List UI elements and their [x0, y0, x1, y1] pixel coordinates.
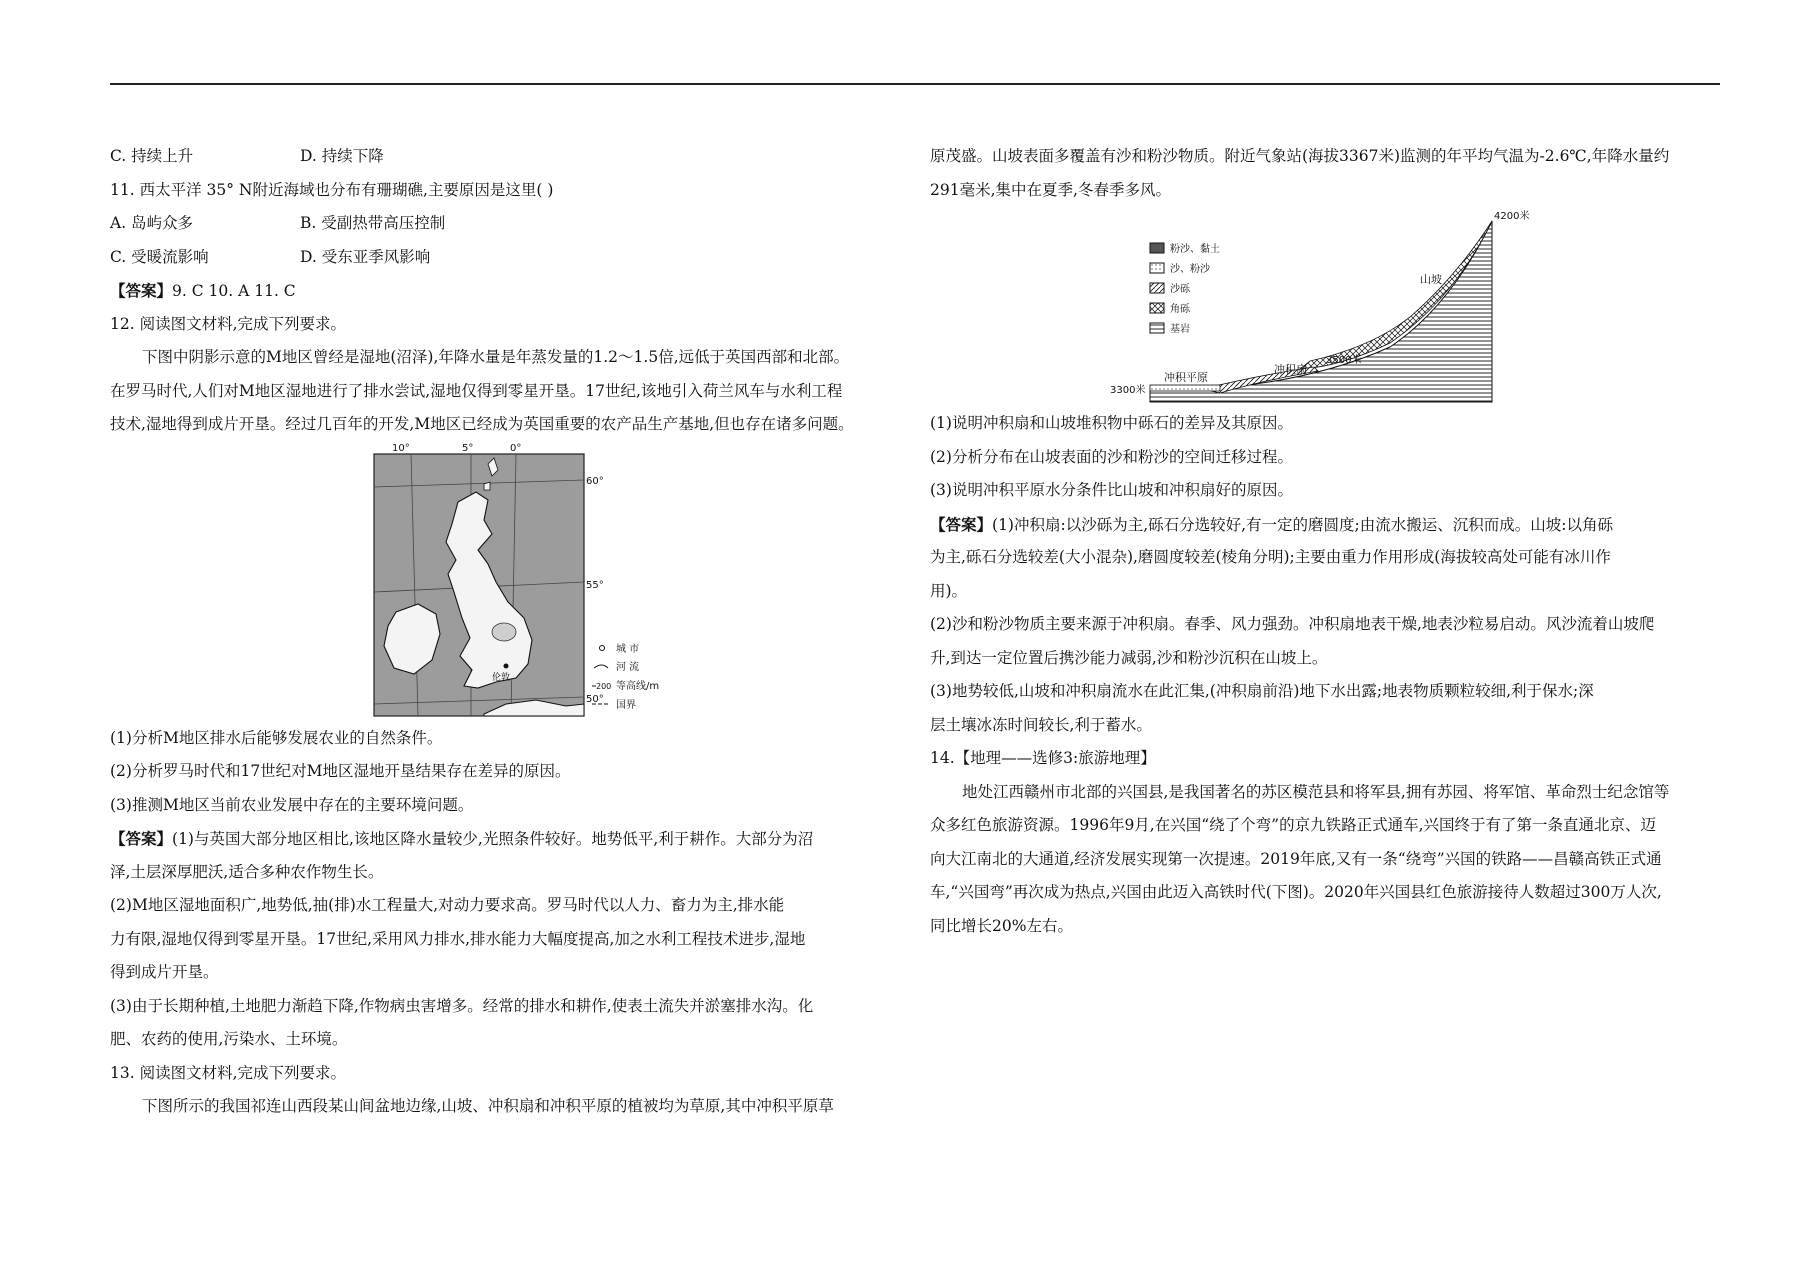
left-column	[110, 140, 910, 1124]
q13-paragraph-line: 291毫米,集中在夏季,冬春季多风。	[930, 180, 1171, 199]
q11-option-b: B. 受副热带高压控制	[300, 214, 446, 232]
q11-options-row-2	[110, 241, 910, 275]
answer-label: 【答案】	[110, 281, 173, 300]
q12-paragraph-line: 在罗马时代,人们对M地区湿地进行了排水尝试,湿地仅得到零星开垦。17世纪,该地引入荷兰风车与水利工程	[110, 381, 843, 400]
slope-label: 山坡	[1420, 273, 1442, 286]
q14-paragraph-line: 地处江西赣州市北部的兴国县,是我国著名的苏区模范县和将军县,拥有苏园、将军馆、革命烈士纪念馆等	[962, 782, 1670, 801]
q13-question: (3)说明冲积平原水分条件比山坡和冲积扇好的原因。	[930, 481, 1293, 499]
map-city-label: 伦敦	[492, 672, 511, 683]
q12-stem: 12. 阅读图文材料,完成下列要求。	[110, 314, 347, 333]
map-lat-label: 50°	[586, 693, 604, 705]
q12-question: (2)分析罗马时代和17世纪对M地区湿地开垦结果存在差异的原因。	[110, 762, 571, 780]
q12-paragraph-line: 技术,湿地得到成片开垦。经过几百年的开发,M地区已经成为英国重要的农产品生产基地,但也存在诸多问题。	[110, 415, 854, 433]
q11-option-a: A. 岛屿众多	[110, 214, 194, 232]
slope-elev-base: 3300米	[1110, 385, 1146, 396]
q14-paragraph-line: 向大江南北的大通道,经济发展实现第一次提速。2019年底,又有一条“绕弯”兴国的铁路——昌赣高铁正式通	[930, 849, 1662, 868]
answer-13-line: 升,到达一定位置后携沙能力减弱,沙和粉沙沉积在山坡上。	[930, 648, 1328, 667]
header-rule	[110, 83, 1720, 85]
q12-question: (1)分析M地区排水后能够发展农业的自然条件。	[110, 728, 443, 747]
answer-9-11	[110, 274, 910, 308]
q11-options-row-1	[110, 207, 910, 241]
slope-elev-mid: 3500米	[1326, 355, 1362, 366]
map-legend-contour-value: 200	[596, 681, 612, 691]
answer-13-line: (2)沙和粉沙物质主要来源于冲积扇。春季、风力强劲。冲积扇地表干燥,地表沙粒易启动。风沙流着山坡爬	[930, 615, 1655, 633]
answer-12-text: (1)与英国大部分地区相比,该地区降水量较少,光照条件较好。地势低平,利于耕作。大部分为沼	[172, 830, 814, 848]
map-legend-contour: 等高线/m	[616, 680, 660, 692]
q14-paragraph-line: 同比增长20%左右。	[930, 916, 1073, 935]
map-legend-river: 河 流	[616, 661, 640, 673]
q13-question: (1)说明冲积扇和山坡堆积物中砾石的差异及其原因。	[930, 414, 1293, 432]
map-lat-label: 55°	[586, 579, 604, 591]
answer-13-line	[930, 508, 1720, 542]
map-lon-label: 5°	[462, 442, 474, 454]
q14-paragraph-line: 众多红色旅游资源。1996年9月,在兴国“绕了个弯”的京九铁路正式通车,兴国终于有了第一条直通北京、迈	[930, 816, 1657, 834]
q13-question: (2)分析分布在山坡表面的沙和粉沙的空间迁移过程。	[930, 447, 1293, 466]
q11-option-c: C. 受暖流影响	[110, 247, 209, 266]
answer-12-line: 得到成片开垦。	[110, 963, 219, 981]
q14-paragraph-line: 车,“兴国弯”再次成为热点,兴国由此迈入高铁时代(下图)。2020年兴国县红色旅游接待人数超过300万人次,	[930, 883, 1662, 901]
answer-12-line: 泽,土层深厚肥沃,适合多种农作物生长。	[110, 862, 384, 881]
answer-13-line: (3)地势较低,山坡和冲积扇流水在此汇集,(冲积扇前沿)地下水出露;地表物质颗粒较细,利于保水;深	[930, 682, 1594, 700]
q11-option-d: D. 受东亚季风影响	[300, 247, 431, 266]
answer-12-line: (2)M地区湿地面积广,地势低,抽(排)水工程量大,对动力要求高。罗马时代以人力、畜力为主,排水能	[110, 896, 785, 914]
q10-options-row	[110, 140, 910, 174]
map-legend-city: 城 市	[616, 643, 640, 655]
answer-12-line: (3)由于长期种植,土地肥力渐趋下降,作物病虫害增多。经常的排水和耕作,使表土流失并淤塞排水沟。化	[110, 996, 814, 1015]
answer-9-11-text: 9. C 10. A 11. C	[172, 282, 296, 300]
answer-13-line: 为主,砾石分选较差(大小混杂),磨圆度较差(棱角分明);主要由重力作用形成(海拔较高处可能有冰川作	[930, 548, 1611, 566]
answer-12-line: 肥、农药的使用,污染水、土环境。	[110, 1030, 348, 1048]
slope-legend-gravel: 沙砾	[1170, 284, 1190, 295]
right-column	[930, 140, 1720, 943]
britain-map	[366, 442, 696, 722]
slope-profile-figure	[1110, 207, 1550, 407]
q13-stem: 13. 阅读图文材料,完成下列要求。	[110, 1063, 347, 1082]
slope-legend-bedrock: 基岩	[1170, 324, 1190, 335]
q12-question: (3)推测M地区当前农业发展中存在的主要环境问题。	[110, 795, 474, 814]
britain-map-figure	[366, 442, 696, 722]
map-lon-label: 10°	[392, 442, 410, 454]
answer-12-line	[110, 822, 910, 856]
plain-label: 冲积平原	[1164, 371, 1208, 384]
map-legend-border: 国界	[616, 699, 636, 711]
answer-13-line: 用)。	[930, 581, 968, 600]
q10-option-d: D. 持续下降	[300, 147, 384, 165]
q10-option-c: C. 持续上升	[110, 147, 194, 165]
q13-paragraph-line: 下图所示的我国祁连山西段某山间盆地边缘,山坡、冲积扇和冲积平原的植被均为草原,其中冲积平原草	[142, 1097, 834, 1115]
slope-legend-sand: 沙、粉沙	[1170, 264, 1210, 275]
answer-13-line: 层土壤冰冻时间较长,利于蓄水。	[930, 715, 1152, 734]
q12-paragraph-line: 下图中阴影示意的M地区曾经是湿地(沼泽),年降水量是年蒸发量的1.2～1.5倍,远低于英国西部和北部。	[142, 348, 850, 366]
slope-legend-clay: 粉沙、黏土	[1170, 244, 1220, 255]
slope-legend-breccia: 角砾	[1170, 304, 1190, 315]
fan-label: 冲积扇	[1274, 363, 1307, 376]
slope-profile	[1110, 207, 1550, 407]
answer-12-line: 力有限,湿地仅得到零星开垦。17世纪,采用风力排水,排水能力大幅度提高,加之水利工程技术进步,湿地	[110, 929, 806, 948]
answer-label: 【答案】	[110, 829, 173, 848]
slope-elev-top: 4200米	[1494, 211, 1530, 222]
answer-13-text: (1)冲积扇:以沙砾为主,砾石分选较好,有一定的磨圆度;由流水搬运、沉积而成。山坡:以角砾	[992, 515, 1613, 534]
q11-stem: 11. 西太平洋 35° N附近海域也分布有珊瑚礁,主要原因是这里( )	[110, 180, 554, 199]
map-lat-label: 60°	[586, 475, 604, 487]
answer-label: 【答案】	[930, 514, 993, 534]
q13-paragraph-line: 原茂盛。山坡表面多覆盖有沙和粉沙物质。附近气象站(海拔3367米)监测的年平均气温为-2.6℃,年降水量约	[930, 147, 1670, 165]
map-lon-label: 0°	[510, 442, 522, 454]
q14-stem: 14.【地理——选修3:旅游地理】	[930, 749, 1156, 767]
